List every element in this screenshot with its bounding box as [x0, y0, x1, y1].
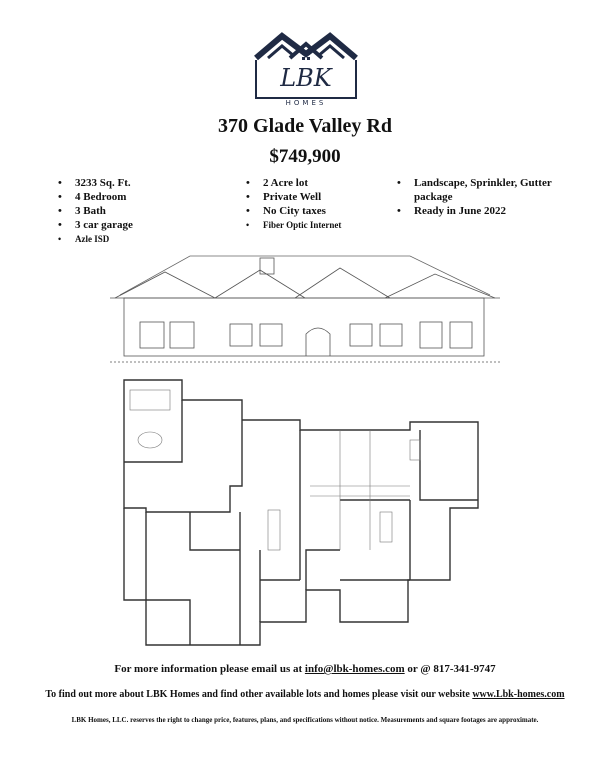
feature-item: • No City taxes [246, 204, 386, 218]
website-prefix: To find out more about LBK Homes and find other available lots and homes please visit our website [45, 689, 473, 700]
features-column-1 [58, 176, 208, 246]
property-price: $749,900 [269, 146, 341, 167]
property-address: 370 Glade Valley Rd [218, 115, 392, 137]
disclaimer: LBK Homes, LLC. reserves the right to change price, features, plans, and specifications without notice. Measurements and square footages are approximate. [71, 716, 539, 724]
website-link[interactable]: www.Lbk-homes.com [472, 689, 565, 700]
logo-subtitle: HOMES [285, 99, 327, 106]
feature-item: • 3 Bath [58, 204, 208, 218]
feature-item: • Landscape, Sprinkler, Gutter package [397, 176, 577, 204]
feature-item: • Ready in June 2022 [397, 204, 577, 218]
feature-item: • 4 Bedroom [58, 190, 208, 204]
phone-number: 817-341-9747 [433, 663, 496, 675]
features-column-3 [397, 176, 577, 218]
lbk-homes-logo [252, 28, 360, 106]
website-line [0, 689, 610, 700]
contact-prefix: For more information please email us at [114, 663, 305, 675]
feature-item: • 2 Acre lot [246, 176, 386, 190]
contact-middle: or @ [404, 663, 434, 675]
house-elevation-and-floor-plan [110, 250, 500, 650]
feature-item: • Private Well [246, 190, 386, 204]
contact-line [0, 663, 610, 675]
feature-item: • 3233 Sq. Ft. [58, 176, 208, 190]
feature-item: • Fiber Optic Internet [246, 218, 386, 232]
logo-letters: LBK [280, 64, 332, 92]
feature-item: • Azle ISD [58, 232, 208, 246]
features-column-2 [246, 176, 386, 232]
email-link[interactable]: info@lbk-homes.com [304, 663, 405, 675]
feature-item: • 3 car garage [58, 218, 208, 232]
